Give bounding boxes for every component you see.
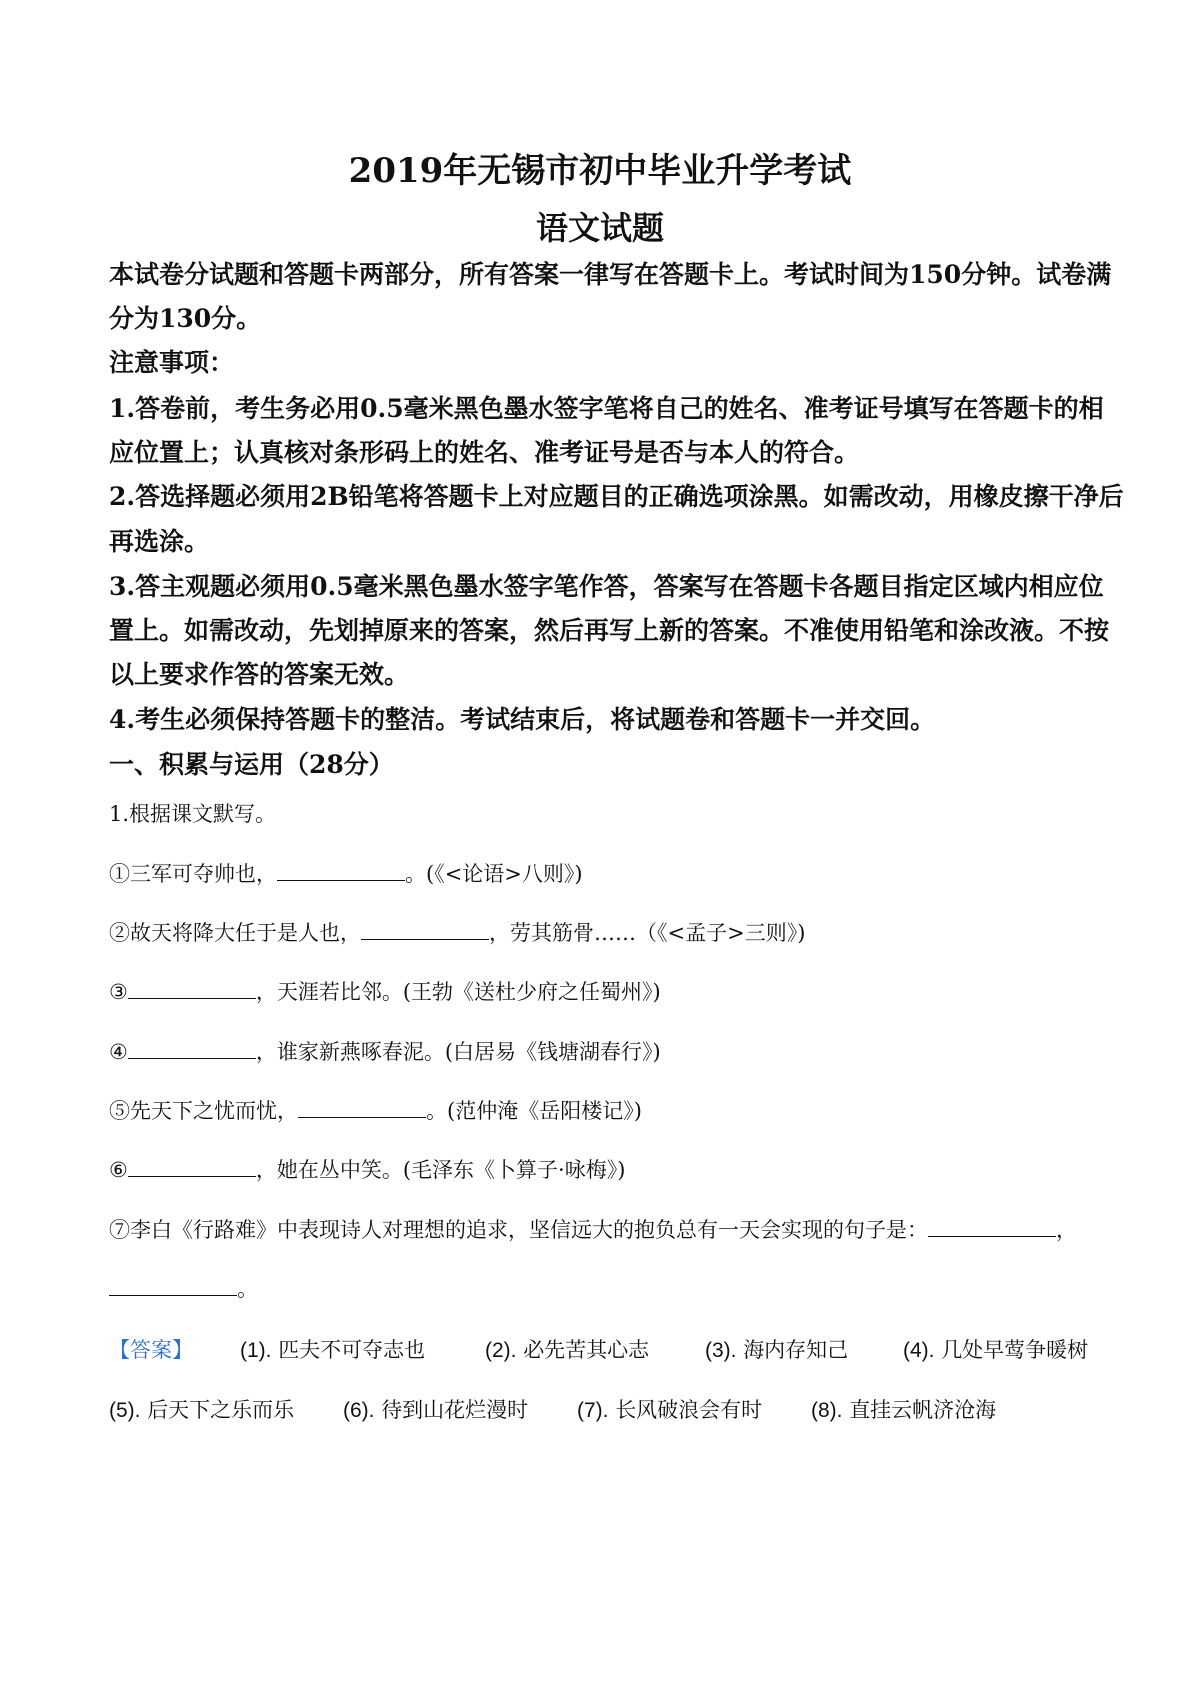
answer-item-1: (1). 匹夫不可夺志也 (240, 1338, 426, 1362)
notice-line-3: 2.答选择题必须用2B铅笔将答题卡上对应题目的正确选项涂黑。如需改动，用橡皮擦干净后 (109, 482, 1124, 511)
recite-item-3: ③ ，天涯若比邻。(王勃《送杜少府之任蜀州》) (109, 980, 661, 1004)
recite-item-6: ⑥ ，她在丛中笑。(毛泽东《卜算子·咏梅》) (109, 1158, 626, 1182)
answer-item-8: (8). 直挂云帆济沧海 (811, 1398, 997, 1422)
recite-item-4: ④ ，谁家新燕啄春泥。(白居易《钱塘湖春行》) (109, 1040, 661, 1064)
answer-item-6: (6). 待到山花烂漫时 (343, 1398, 529, 1422)
answer-blank (128, 1040, 256, 1059)
section-heading: 一、积累与运用（28分） (109, 750, 394, 779)
answer-item-3: (3). 海内存知己 (705, 1338, 849, 1362)
recite-item-7: ⑦李白《行路难》中表现诗人对理想的追求，坚信远大的抱负总有一天会实现的句子是： ， (109, 1218, 1077, 1242)
notice-line-2: 应位置上；认真核对条形码上的姓名、准考证号是否与本人的符合。 (109, 438, 860, 467)
notice-line-1: 1.答卷前，考生务必用0.5毫米黑色墨水签字笔将自己的姓名、准考证号填写在答题卡的相 (109, 394, 1104, 423)
answer-item-7: (7). 长风破浪会有时 (577, 1398, 763, 1422)
answer-blank (361, 921, 489, 940)
answer-blank (298, 1099, 426, 1118)
intro-line-1: 本试卷分试题和答题卡两部分，所有答案一律写在答题卡上。考试时间为150分钟。试卷满 (109, 260, 1112, 289)
answer-blank (277, 862, 405, 881)
notice-heading: 注意事项： (109, 348, 235, 377)
recite-item-7-cont: 。 (109, 1277, 258, 1300)
answer-blank (928, 1218, 1056, 1237)
notice-line-4: 再选涂。 (109, 527, 210, 556)
answer-blank (128, 980, 256, 999)
exam-title: 2019年无锡市初中毕业升学考试 (348, 151, 852, 191)
question-title: 1.根据课文默写。 (109, 802, 277, 826)
recite-item-1: ①三军可夺帅也， 。(《<论语>八则》) (109, 862, 583, 886)
answer-item-2: (2). 必先苦其心志 (485, 1338, 650, 1362)
answer-item-4: (4). 几处早莺争暖树 (903, 1338, 1089, 1362)
notice-line-8: 4.考生必须保持答题卡的整洁。考试结束后，将试题卷和答题卡一并交回。 (109, 705, 936, 734)
recite-item-2: ②故天将降大任于是人也， ，劳其筋骨……（《<孟子>三则》) (109, 921, 806, 945)
intro-line-2: 分为130分。 (109, 304, 262, 333)
answer-blank (128, 1158, 256, 1177)
answer-blank (109, 1277, 237, 1296)
notice-line-7: 以上要求作答的答案无效。 (109, 660, 410, 689)
notice-line-6: 置上。如需改动，先划掉原来的答案，然后再写上新的答案。不准使用铅笔和涂改液。不按 (109, 616, 1110, 645)
answer-label: 【答案】 (109, 1338, 193, 1362)
answer-item-5: (5). 后天下之乐而乐 (109, 1398, 295, 1422)
notice-line-5: 3.答主观题必须用0.5毫米黑色墨水签字笔作答，答案写在答题卡各题目指定区域内相应位 (109, 572, 1104, 601)
exam-subtitle: 语文试题 (535, 209, 664, 247)
recite-item-5: ⑤先天下之忧而忧， 。(范仲淹《岳阳楼记》) (109, 1099, 642, 1123)
